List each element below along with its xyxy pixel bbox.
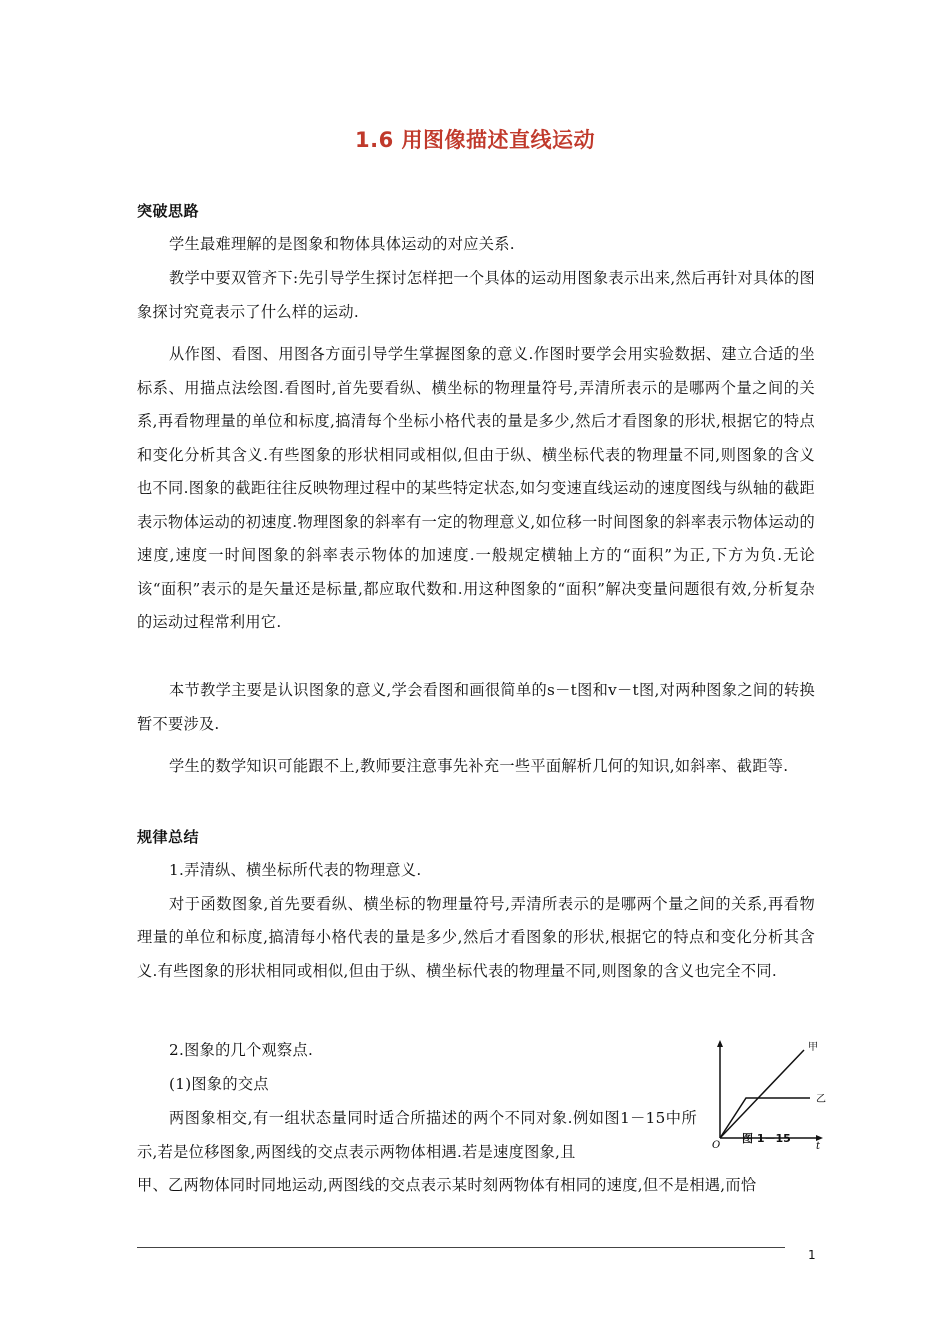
page-number: 1	[808, 1248, 816, 1262]
list-item-2: 2.图象的几个观察点.	[169, 1041, 314, 1059]
paragraph: 学生的数学知识可能跟不上,教师要注意事先补充一些平面解析几何的知识,如斜率、截距等.	[169, 757, 789, 775]
line-yi-label: 乙	[816, 1094, 826, 1105]
x-axis-label: t	[816, 1141, 821, 1150]
section-heading-summary: 规律总结	[137, 828, 200, 846]
section-heading-breakthrough: 突破思路	[137, 202, 200, 220]
y-axis-arrow	[717, 1040, 723, 1047]
paragraph: 学生最难理解的是图象和物体具体运动的对应关系.	[169, 235, 515, 253]
list-item-1: 1.弄清纵、横坐标所代表的物理意义.	[169, 861, 422, 879]
paragraph: 两图象相交,有一组状态量同时适合所描述的两个不同对象.例如图1－15中所示,若是位移图象,两图线的交点表示两物体相遇.若是速度图象,且	[137, 1109, 697, 1161]
summary-block-1	[137, 854, 815, 988]
line-jia	[720, 1050, 804, 1138]
summary-block-2	[137, 1034, 697, 1101]
paragraph: 对于函数图象,首先要看纵、横坐标的物理量符号,弄清所表示的是哪两个量之间的关系,再看物理量的单位和标度,搞清每小格代表的量是多少,然后才看图象的形状,根据它的特点和变化分析其含义.有些图象的形状相同或相似,但由于纵、横坐标代表的物理量不同,则图象的含义也完全不同.	[137, 894, 815, 980]
paragraph: 甲、乙两物体同时同地运动,两图线的交点表示某时刻两物体有相同的速度,但不是相遇,而恰	[137, 1176, 757, 1194]
paragraph: 教学中要双管齐下:先引导学生探讨怎样把一个具体的运动用图象表示出来,然后再针对具体的图象探讨究竟表示了什么样的运动.	[137, 269, 815, 321]
page-title: 1.6 用图像描述直线运动	[354, 128, 595, 152]
figure-caption: 图 1－15	[742, 1132, 791, 1145]
origin-label: O	[712, 1140, 721, 1150]
paragraph: 本节教学主要是认识图象的意义,学会看图和画很简单的s－t图和v－t图,对两种图象之间的转换暂不要涉及.	[137, 681, 815, 733]
sub-item-intersection: (1)图象的交点	[169, 1074, 269, 1093]
line-jia-label: 甲	[808, 1042, 818, 1053]
footer-divider	[137, 1247, 785, 1248]
paragraph: 从作图、看图、用图各方面引导学生掌握图象的意义.作图时要学会用实验数据、建立合适的坐标系、用描点法绘图.看图时,首先要看纵、横坐标的物理量符号,弄清所表示的是哪两个量之间的关系,再看物理量的单位和标度,搞清每个坐标小格代表的量是多少,然后才看图象的形状,根据它的特点和变化分析其含义.有些图象的形状相同或相似,但由于纵、横坐标代表的物理量不同,则图象的含义也不同.图象的截距往往反映物理过程中的某些特定状态,如匀变速直线运动的速度图线与纵轴的截距表示物体运动的初速度.物理图象的斜率有一定的物理意义,如位移一时间图象的斜率表示物体运动的速度,速度一时间图象的斜率表示物体的加速度.一般规定横轴上方的“面积”为正,下方为负.无论该“面积”表示的是矢量还是标量,都应取代数和.用这种图象的“面积”解决变量问题很有效,分析复杂的运动过程常利用它.	[137, 345, 815, 631]
